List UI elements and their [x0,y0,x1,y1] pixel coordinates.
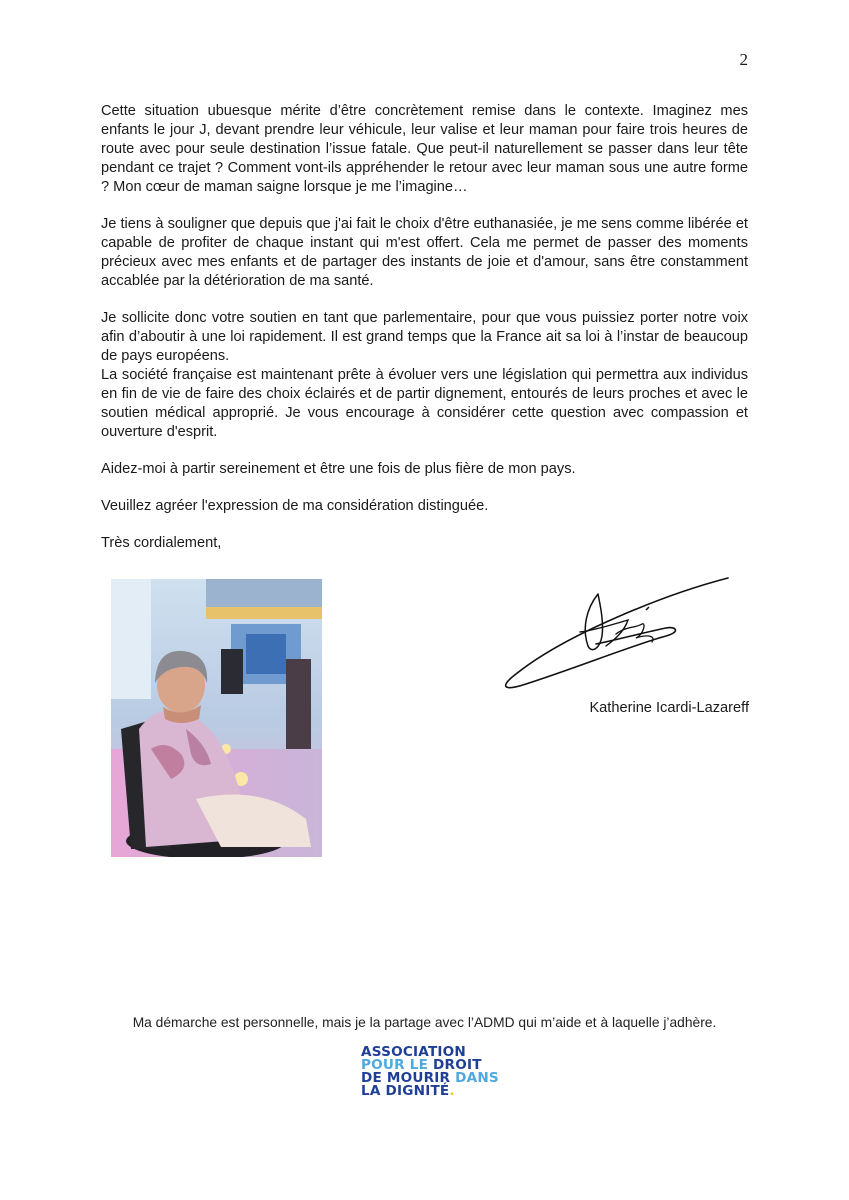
logo-droit: DROIT [433,1057,482,1073]
logo-pour-le: POUR LE [361,1057,429,1073]
letter-body [101,102,748,553]
logo-dans: DANS [455,1070,499,1086]
author-photo [111,579,322,857]
page-number: 2 [739,50,748,69]
paragraph-legislation: La société française est maintenant prête à évoluer vers une législation qui permettra aux individus en fin de vie de faire des choix éclairés et de partir dignement, entourés de leurs proches et avec le soutien médical approprié. Je vous encourage à considérer cette question avec compassion et ouverture d'esprit. [101,367,748,440]
paragraph-help-request: Aidez-moi à partir sereinement et être une fois de plus fière de mon pays. [101,461,576,477]
logo-de-mourir: DE MOURIR [361,1070,451,1086]
salutation: Très cordialement, [101,535,222,551]
logo-dot: . [449,1083,455,1099]
footer-note: Ma démarche est personnelle, mais je la partage avec l’ADMD qui m’aide et à laquelle j’adhère. [132,1015,717,1030]
logo-line-association: ASSOCIATION [361,1044,467,1060]
signature [496,574,736,700]
paragraph-euthanasia-choice: Je tiens à souligner que depuis que j'ai fait le choix d'être euthanasiée, je me sens comme libérée et capable de profiter de chaque instant qui m'est offert. Cela me permet de passer des moments précieux avec mes enfants et de partager des instants de joie et d'amour, sans être constamment accablée par la détérioration de ma santé. [101,216,748,289]
closing-formula: Veuillez agréer l'expression de ma considération distinguée. [101,498,489,514]
admd-logo [361,1046,501,1098]
paragraph-support-request: Je sollicite donc votre soutien en tant que parlementaire, pour que vous puissiez porter notre voix afin d’aboutir à une loi rapidement. Il est grand temps que la France ait sa loi à l’instar de beaucoup de pays européens. [101,310,748,364]
logo-la-dignite: LA DIGNITÉ [361,1083,450,1099]
logo-line-la-dignite [361,1085,501,1098]
signer-name: Katherine Icardi-Lazareff [589,700,749,716]
paragraph-context: Cette situation ubuesque mérite d’être concrètement remise dans le contexte. Imaginez mes enfants le jour J, devant prendre leur véhicule, leur valise et leur maman pour faire trois heures de route avec pour seule destination l’issue fatale. Que peut-il naturellement se passer dans leur tête pendant ce trajet ? Comment vont-ils appréhender le retour avec leur maman sous une autre forme ? Mon cœur de maman saigne lorsque je me l’imagine… [101,103,748,195]
